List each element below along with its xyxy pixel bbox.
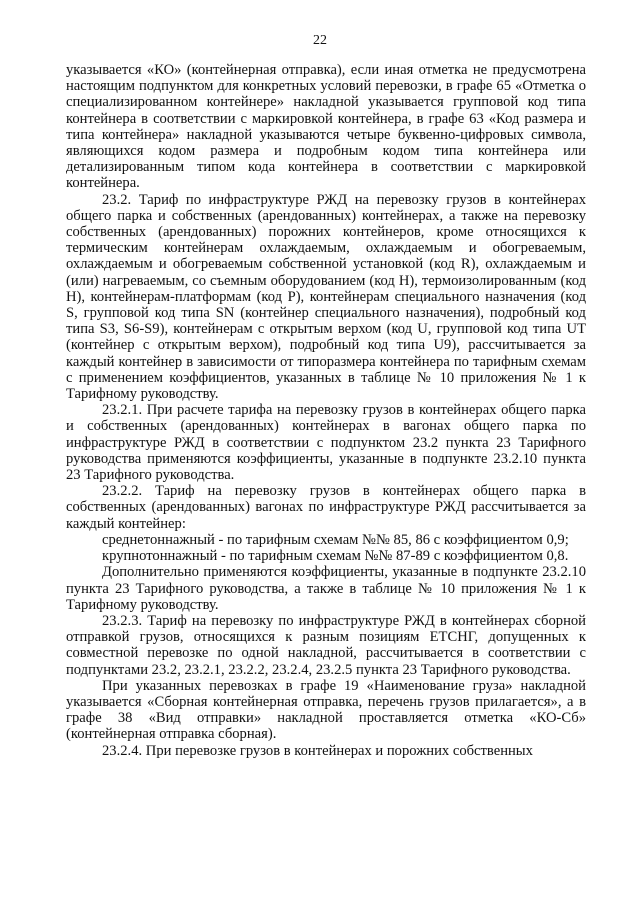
paragraph-23-2-2: 23.2.2. Тариф на перевозку грузов в контейнерах общего парка в собственных (арендованных) вагонах по инфраструктуре РЖД рассчитывается за каждый контейнер: xyxy=(66,483,586,532)
paragraph-23-2-3: 23.2.3. Тариф на перевозку по инфраструктуре РЖД в контейнерах сборной отправкой грузов, относящихся к разным позициям ЕТСНГ, допущенных к совместной перевозке по одной накладной, рассчитывается в соответствии с подпунктами 23.2, 23.2.1, 23.2.2, 23.2.4, 23.2.5 пункта 23 Тарифного руководства. xyxy=(66,612,586,678)
page-number: 22 xyxy=(313,33,327,48)
paragraph-23-2-1: 23.2.1. При расчете тарифа на перевозку грузов в контейнерах общего парка и собственных (арендованных) контейнерах в вагонах общего парка по инфраструктуре РЖД в соответствии с подпунктом 23.2 пункта 23 Тарифного руководства применяются коэффициенты, указанные в подпункте 23.2.10 пункта 23 Тарифного руководства. xyxy=(66,402,586,484)
list-item-large-tonnage: крупнотоннажный - по тарифным схемам №№ 87-89 с коэффициентом 0,8. xyxy=(102,548,569,565)
paragraph-23-2: 23.2. Тариф по инфраструктуре РЖД на перевозку грузов в контейнерах общего парка и собственных (арендованных) контейнерах, а также на перевозку собственных (арендованных) порожних контейнеров, кроме относящихся к термическим контейнерам охлаждаемым, охлаждаемым и обогреваемым, охлаждаемым и обогреваемым собственной установкой (код R), охлаждаемым и (или) нагреваемым, со съемным оборудованием (код H), термоизолированным (код H), контейнерам-платформам (код P), контейнерам специального назначения (код S, групповой код типа SN (контейнер специального назначения), подробный код типа S3, S6-S9), контейнерам с открытым верхом (код U, групповой код типа UT (контейнер с открытым верхом), подробный код типа U9), рассчитывается за каждый контейнер в зависимости от типоразмера контейнера по тарифным схемам с применением коэффициентов, указанных в таблице № 10 приложения № 1 к Тарифному руководству. xyxy=(66,191,586,403)
paragraph-consolidated-shipment: При указанных перевозках в графе 19 «Наименование груза» накладной указывается «Сборная контейнерная отправка, перечень грузов прилагается», а в графе 38 «Вид отправки» накладной проставляется отметка «КО-Сб» (контейнерная отправка сборная). xyxy=(66,677,586,743)
list-item-medium-tonnage: среднетоннажный - по тарифным схемам №№ 85, 86 с коэффициентом 0,9; xyxy=(102,531,569,548)
paragraph-continuation: указывается «КО» (контейнерная отправка), если иная отметка не предусмотрена настоящим подпунктом для конкретных условий перевозки, в графе 65 «Отметка о специализированном контейнере» накладной указывается групповой код типа контейнера в соответствии с маркировкой контейнера, в графе 63 «Код размера и типа контейнера» накладной указываются четыре буквенно-цифровых символа, являющихся кодом размера и подробным кодом типа контейнера или детализированным типом кода контейнера в соответствии с маркировкой контейнера. xyxy=(66,62,586,192)
paragraph-23-2-4: 23.2.4. При перевозке грузов в контейнерах и порожних собственных xyxy=(102,742,533,759)
document-body xyxy=(66,62,586,759)
paragraph-additional-coefficients: Дополнительно применяются коэффициенты, указанные в подпункте 23.2.10 пункта 23 Тарифного руководства, а также в таблице № 10 приложения № 1 к Тарифному руководству. xyxy=(66,564,586,613)
